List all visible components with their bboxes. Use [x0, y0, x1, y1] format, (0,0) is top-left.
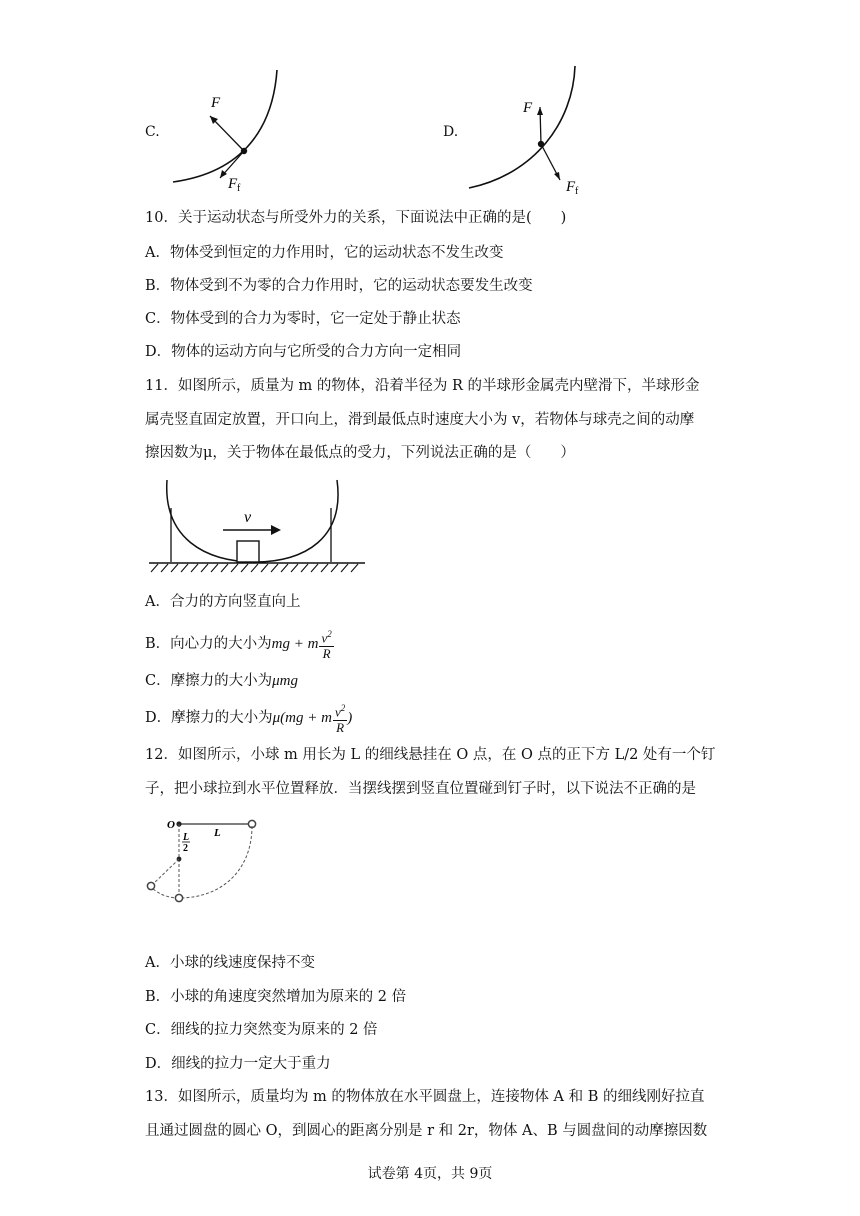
- q11-option-b-fraction: $\frac{v^2}{R}$: [321, 629, 332, 661]
- q10-stem: 10．关于运动状态与所受外力的关系，下面说法中正确的是( ): [145, 210, 567, 226]
- q11-stem-line-2: 属壳竖直固定放置，开口向上，滑到最低点时速度大小为 v，若物体与球壳之间的动摩: [145, 412, 695, 428]
- force-f-label: F: [211, 95, 221, 111]
- force-ff-sub: f: [237, 183, 241, 194]
- force-ff-label-d: F: [566, 179, 576, 195]
- option-c-label: C.: [145, 124, 160, 140]
- page-footer: 试卷第 4页，共 9页: [367, 1166, 493, 1182]
- q12-option-c: C．细线的拉力突然变为原来的 2 倍: [145, 1022, 378, 1038]
- q11-option-d-text: D．摩擦力的大小为: [145, 710, 273, 726]
- q10-option-c: C．物体受到的合力为零时，它一定处于静止状态: [145, 311, 461, 327]
- q13-stem-line-2: 且通过圆盘的圆心 O，到圆心的距离分别是 r 和 2r，物体 A、B 与圆盘间的动摩擦因数: [145, 1123, 708, 1139]
- option-c-figure: [165, 66, 285, 196]
- q12-stem-line-2: 子，把小球拉到水平位置释放．当摆线摆到竖直位置碰到钉子时，以下说法不正确的是: [145, 781, 696, 797]
- q11-option-c: [145, 671, 298, 691]
- half-l-den: 2: [183, 843, 188, 854]
- point-o-label: O: [167, 819, 175, 831]
- q12-stem-line-1: 12．如图所示，小球 m 用长为 L 的细线悬挂在 O 点，在 O 点的正下方 L/2 处有一个钉: [145, 747, 716, 763]
- q11-option-d-expr-close: ): [347, 710, 353, 726]
- q11-option-a: A．合力的方向竖直向上: [145, 594, 301, 610]
- force-f-label-d: F: [523, 100, 533, 116]
- q11-option-d: [145, 700, 352, 736]
- q12-option-a: A．小球的线速度保持不变: [145, 955, 315, 971]
- length-l-label: L: [214, 827, 221, 839]
- q11-stem-line-3: 擦因数为μ，关于物体在最低点的受力，下列说法正确的是（ ）: [145, 445, 575, 461]
- hemisphere-figure: [145, 478, 370, 576]
- option-d-label: D.: [443, 124, 459, 140]
- q12-option-d: D．细线的拉力一定大于重力: [145, 1056, 331, 1072]
- q10-option-b: B．物体受到不为零的合力作用时，它的运动状态要发生改变: [145, 278, 533, 294]
- half-l-num: L: [183, 832, 190, 843]
- q11-option-b: [145, 626, 334, 662]
- q11-option-b-text: B．向心力的大小为: [145, 636, 272, 652]
- q13-stem-line-1: 13．如图所示，质量均为 m 的物体放在水平圆盘上，连接物体 A 和 B 的细线刚好拉直: [145, 1089, 705, 1105]
- q11-option-c-expr: μmg: [272, 673, 298, 689]
- q11-option-d-expr-open: μ(mg + m: [272, 710, 332, 726]
- option-d-figure: [465, 62, 595, 202]
- q10-option-a: A．物体受到恒定的力作用时，它的运动状态不发生改变: [145, 245, 504, 261]
- q11-option-c-text: C．摩擦力的大小为: [145, 673, 273, 689]
- force-ff-label: F: [228, 176, 238, 192]
- q11-stem-line-1: 11．如图所示，质量为 m 的物体，沿着半径为 R 的半球形金属壳内壁滑下，半球形金: [145, 378, 700, 394]
- q11-option-d-fraction: $\frac{v^2}{R}$: [334, 703, 346, 735]
- q12-option-b: B．小球的角速度突然增加为原来的 2 倍: [145, 989, 407, 1005]
- force-ff-sub-d: f: [575, 186, 579, 197]
- q10-option-d: D．物体的运动方向与它所受的合力方向一定相同: [145, 344, 462, 360]
- pendulum-figure: [142, 812, 264, 904]
- velocity-label: v: [244, 509, 252, 526]
- q11-option-b-expr: mg + m: [271, 636, 319, 652]
